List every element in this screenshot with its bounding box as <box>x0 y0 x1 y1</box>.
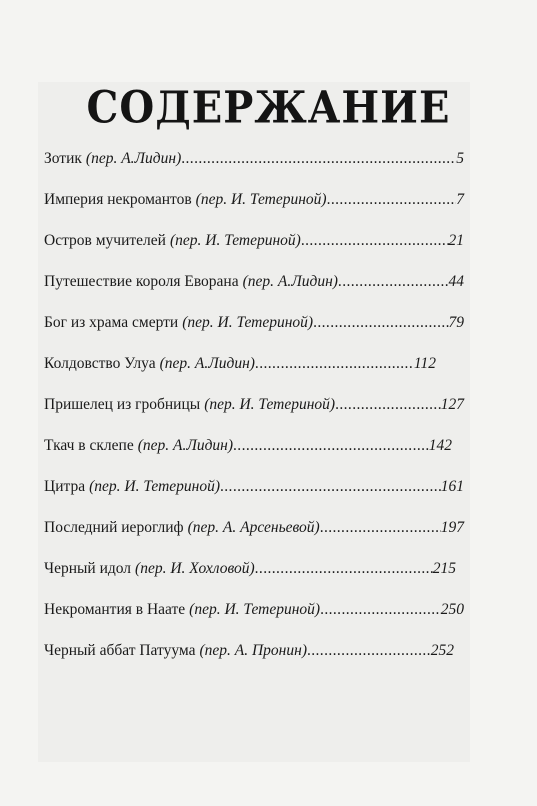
toc-entry-page: 44 <box>448 273 464 290</box>
toc-entry-page: 7 <box>456 191 464 208</box>
toc-entry[interactable] <box>44 519 464 560</box>
toc-entry-page: 127 <box>440 396 464 413</box>
toc-entry[interactable] <box>44 396 464 437</box>
toc-entry[interactable] <box>44 191 464 232</box>
toc-entry-translator: (пер. И. Тетериной) <box>204 396 336 413</box>
toc-entry-translator: (пер. И. Тетериной) <box>195 191 327 208</box>
toc-entry-title: Остров мучителей <box>44 232 166 249</box>
toc-entry-title: Последний иероглиф <box>44 519 184 536</box>
toc-entry[interactable] <box>44 642 454 683</box>
toc-entry[interactable] <box>44 150 464 191</box>
toc-entry-page: 250 <box>440 601 464 618</box>
toc-entry-translator: (пер. А.Лидин) <box>242 273 338 290</box>
toc-entry[interactable] <box>44 273 464 314</box>
toc-entry-page: 197 <box>440 519 464 536</box>
toc-entry-title: Пришелец из гробницы <box>44 396 201 413</box>
toc-entry[interactable] <box>44 355 436 396</box>
toc-leader-dots <box>255 560 433 578</box>
toc-entry-title: Черный идол <box>44 560 132 577</box>
toc-leader-dots <box>327 191 457 209</box>
toc-entry-page: 161 <box>440 478 464 495</box>
toc-entry-translator: (пер. И. Тетериной) <box>182 314 314 331</box>
page-title: СОДЕРЖАНИЕ <box>86 81 451 134</box>
toc-entry-translator: (пер. А. Арсеньевой) <box>187 519 320 536</box>
toc-entry[interactable] <box>44 560 456 601</box>
toc-entry-translator: (пер. А. Пронин) <box>199 642 307 659</box>
toc-entry-title: Путешествие короля Еворана <box>44 273 239 290</box>
toc-entry-page: 112 <box>413 355 436 372</box>
toc-entry-page: 21 <box>448 232 464 249</box>
toc-leader-dots <box>301 232 449 250</box>
toc-entry[interactable] <box>44 232 464 273</box>
toc-entry-title: Зотик <box>44 150 82 167</box>
toc-leader-dots <box>320 519 441 537</box>
toc-leader-dots <box>255 355 414 373</box>
toc-leader-dots <box>233 437 429 455</box>
toc-entry-translator: (пер. И. Тетериной) <box>169 232 301 249</box>
toc-entry[interactable] <box>44 314 464 355</box>
toc-entry[interactable] <box>44 601 464 642</box>
toc-entry-title: Черный аббат Патуума <box>44 642 196 659</box>
toc-entry-translator: (пер. И. Тетериной) <box>189 601 321 618</box>
toc-leader-dots <box>307 642 431 660</box>
toc-entry-page: 215 <box>432 560 456 577</box>
toc-entry-title: Колдовство Улуа <box>44 355 156 372</box>
toc-entry-translator: (пер. А.Лидин) <box>85 150 182 167</box>
toc-entry-title: Некромантия в Наате <box>44 601 186 618</box>
toc-leader-dots <box>313 314 448 332</box>
toc-entry-page: 5 <box>456 150 464 167</box>
toc-entry-translator: (пер. И. Хохловой) <box>135 560 255 577</box>
toc-leader-dots <box>338 273 449 291</box>
toc-leader-dots <box>335 396 441 414</box>
toc-entry-title: Ткач в склепе <box>44 437 134 454</box>
toc-entry[interactable] <box>44 437 452 478</box>
toc-entry-translator: (пер. А.Лидин) <box>159 355 255 372</box>
toc-entry-title: Империя некромантов <box>44 191 192 208</box>
toc-entry-page: 252 <box>430 642 454 659</box>
toc-entry-page: 142 <box>428 437 452 454</box>
toc-leader-dots <box>181 150 456 168</box>
toc-entry[interactable] <box>44 478 464 519</box>
toc-entry-title: Цитра <box>44 478 86 495</box>
toc-entry-translator: (пер. А.Лидин) <box>137 437 234 454</box>
table-of-contents <box>44 150 464 683</box>
toc-leader-dots <box>220 478 441 496</box>
toc-entry-title: Бог из храма смерти <box>44 314 179 331</box>
toc-entry-translator: (пер. И. Тетериной) <box>89 478 220 495</box>
toc-leader-dots <box>320 601 441 619</box>
toc-entry-page: 79 <box>448 314 464 331</box>
